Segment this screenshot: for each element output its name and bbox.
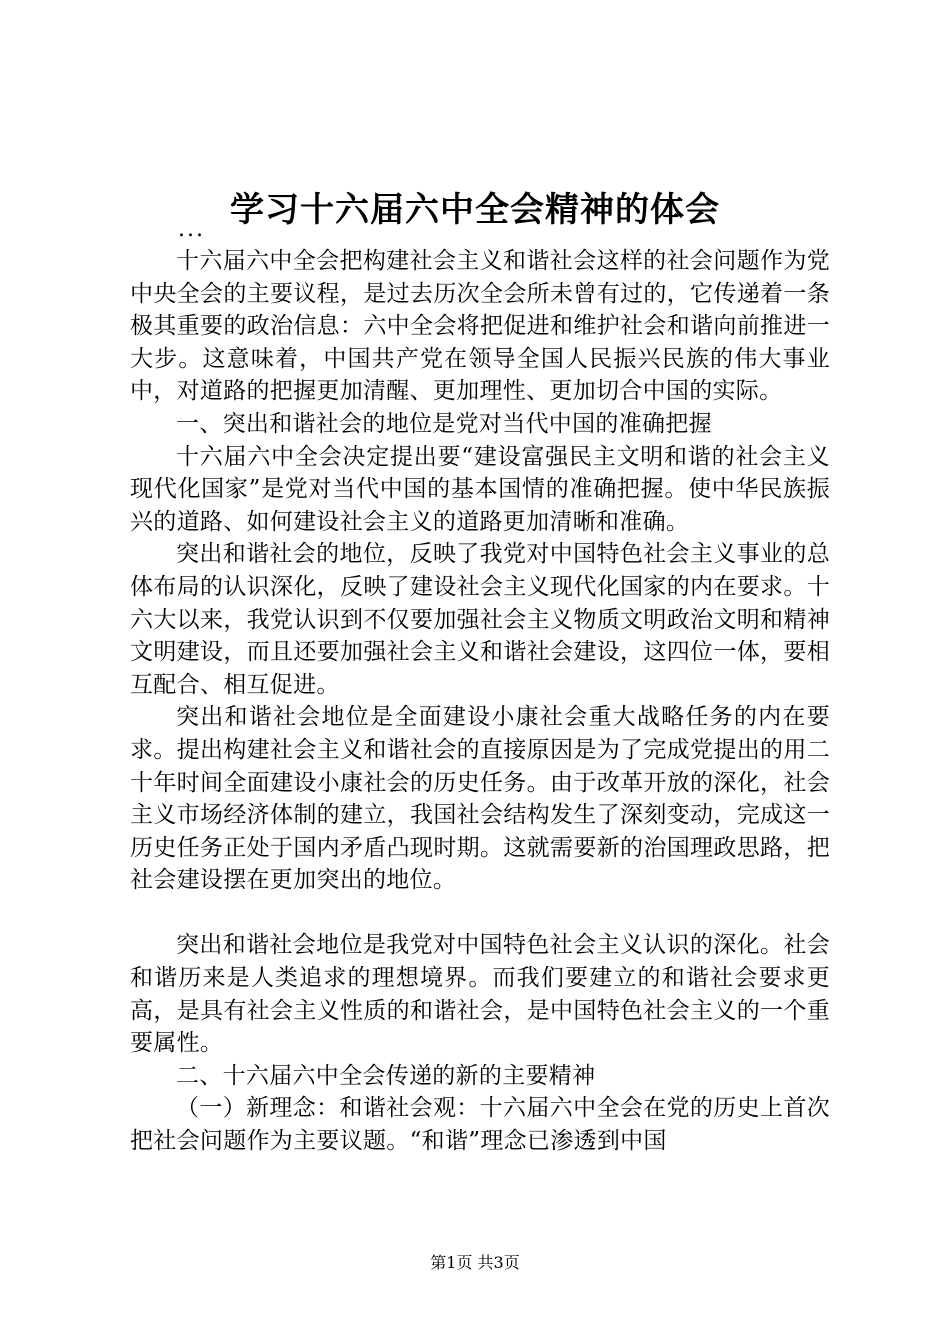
- section-heading-one: 一、突出和谐社会的地位是党对当代中国的准确把握: [176, 410, 712, 437]
- document-title: 学习十六届六中全会精神的体会: [230, 190, 720, 230]
- document-body: [130, 245, 830, 1158]
- paragraph-new-concept: （一）新理念：和谐社会观：十六届六中全会在党的历史上首次把社会问题作为主要议题。“和谐”理念已渗透到中国: [130, 1095, 830, 1155]
- paragraph-socialism-understanding: 突出和谐社会地位是我党对中国特色社会主义认识的深化。社会和谐历来是人类追求的理想境界。而我们要建立的和谐社会要求更高，是具有社会主义性质的和谐社会，是中国特色社会主义的一个重要属性。: [130, 932, 830, 1057]
- paragraph-overall-layout: 突出和谐社会的地位，反映了我党对中国特色社会主义事业的总体布局的认识深化，反映了建设社会主义现代化国家的内在要求。十六大以来，我党认识到不仅要加强社会主义物质文明政治文明和精神文明建设，而且还要加强社会主义和谐社会建设，这四位一体，要相互配合、相互促进。: [130, 541, 830, 698]
- section-heading-two: 二、十六届六中全会传递的新的主要精神: [176, 1062, 596, 1089]
- paragraph-national-conditions: 十六届六中全会决定提出要“建设富强民主文明和谐的社会主义现代化国家”是党对当代中国的基本国情的准确把握。使中华民族振兴的道路、如何建设社会主义的道路更加清晰和准确。: [130, 443, 830, 535]
- ellipsis-marker: ...: [178, 217, 205, 242]
- paragraph-xiaokang-task: 突出和谐社会地位是全面建设小康社会重大战略任务的内在要求。提出构建社会主义和谐社会的直接原因是为了完成党提出的用二十年时间全面建设小康社会的历史任务。由于改革开放的深化，社会主义市场经济体制的建立，我国社会结构发生了深刻变动，完成这一历史任务正处于国内矛盾凸现时期。这就需要新的治国理政思路，把社会建设摆在更加突出的地位。: [130, 704, 830, 894]
- paragraph-intro: 十六届六中全会把构建社会主义和谐社会这样的社会问题作为党中央全会的主要议程，是过去历次全会所未曾有过的，它传递着一条极其重要的政治信息：六中全会将把促进和维护社会和谐向前推进一大步。这意味着，中国共产党在领导全国人民振兴民族的伟大事业中，对道路的把握更加清醒、更加理性、更加切合中国的实际。: [130, 248, 830, 405]
- page-number-footer: 第1页 共3页: [430, 1253, 520, 1272]
